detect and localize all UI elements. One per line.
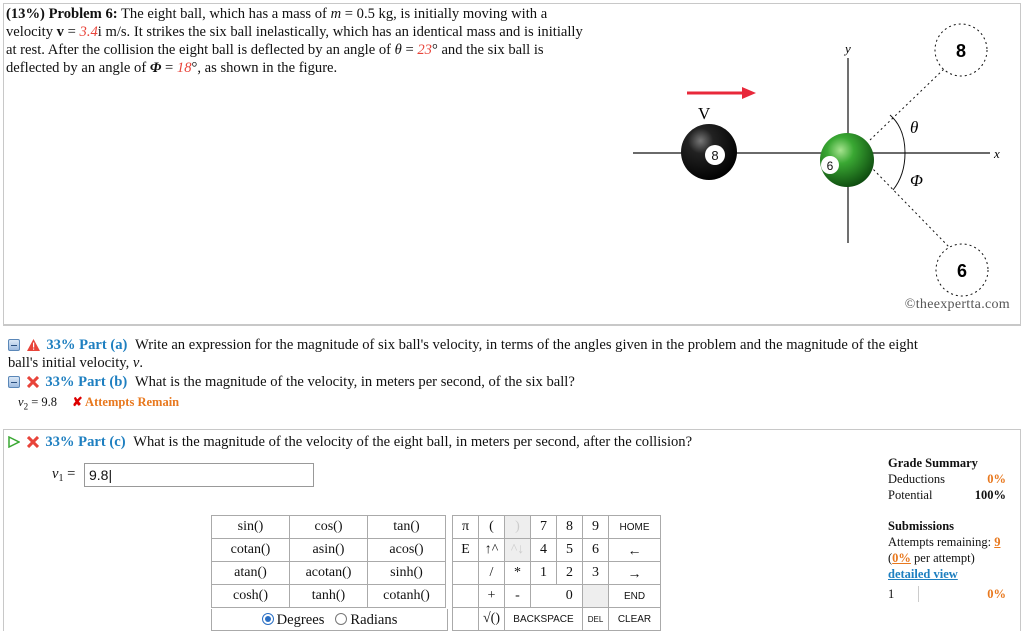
part-a-label: Part (a) (79, 337, 128, 353)
theta-label: θ (910, 118, 919, 137)
pi-button[interactable]: π (453, 516, 479, 539)
plus-button[interactable]: + (479, 585, 505, 608)
decimal-button[interactable] (583, 585, 609, 608)
problem-text-5: deflected by an angle of (6, 60, 147, 76)
submission-index: 1 (888, 587, 895, 601)
phi-label: Φ (910, 171, 923, 190)
phi-value: 18 (176, 60, 192, 76)
part-a-percent: 33% (46, 337, 76, 353)
problem-text-2: velocity (6, 24, 54, 40)
part-b-previous-answer (18, 394, 179, 412)
sqrt-button[interactable]: √() (479, 608, 505, 631)
problem-text-6: °, as shown in the figure. (191, 60, 338, 76)
separator-1 (3, 325, 1021, 326)
x-icon: ✘ (72, 395, 83, 409)
cosh-button[interactable]: cosh() (212, 585, 290, 608)
part-c-percent: 33% (45, 434, 75, 450)
theta-value: 23 (417, 42, 432, 58)
part-c-text: What is the magnitude of the velocity of the eight ball, in meters per second, after the collision? (133, 434, 693, 450)
acotan-button[interactable]: acotan() (290, 562, 368, 585)
v-label: V (698, 104, 711, 123)
sin-button[interactable]: sin() (212, 516, 290, 539)
key-9[interactable]: 9 (583, 516, 609, 539)
eight-ball-path (870, 68, 945, 140)
minus-button[interactable]: - (505, 585, 531, 608)
expand-icon[interactable] (8, 339, 20, 351)
attempts-remaining-row (888, 534, 1012, 550)
asin-button[interactable]: asin() (290, 539, 368, 562)
part-a-text-2: ball's initial velocity, (8, 355, 130, 371)
end-button[interactable]: END (609, 585, 661, 608)
grade-summary-table (888, 471, 1006, 503)
grade-summary (888, 455, 1008, 503)
home-button[interactable]: HOME (609, 516, 661, 539)
sinh-button[interactable]: sinh() (368, 562, 446, 585)
equals-sign-3: = (165, 60, 174, 76)
tan-button[interactable]: tan() (368, 516, 446, 539)
mass-value: = 0.5 kg, is initially moving with a (344, 6, 548, 22)
table-row (888, 586, 1006, 602)
six-ball-number: 6 (826, 159, 834, 173)
answer-var: v (52, 466, 59, 482)
part-c-row[interactable] (8, 433, 692, 451)
part-a-text: Write an expression for the magnitude of six ball's velocity, in terms of the angles given in the problem and the magnitude of the eight (135, 337, 918, 353)
part-b-percent: 33% (45, 374, 75, 390)
attempts-remaining-value: 9 (994, 535, 1001, 549)
blank-key (453, 608, 479, 631)
superscript-button[interactable]: ↑^ (479, 539, 505, 562)
velocity-value: 3.4 (79, 24, 98, 40)
multiply-button[interactable]: * (505, 562, 531, 585)
key-1[interactable]: 1 (531, 562, 557, 585)
blank-key (453, 585, 479, 608)
degrees-label: Degrees (276, 612, 325, 628)
per-attempt-row (888, 550, 1012, 566)
velocity-arrowhead (742, 87, 756, 99)
blank-key (531, 585, 557, 608)
six-ball-outline-number: 6 (956, 261, 968, 281)
attempts-remain-text: Attempts Remain (85, 395, 180, 409)
e-button[interactable]: E (453, 539, 479, 562)
answer-label (52, 466, 75, 484)
x-label: x (994, 146, 1000, 161)
part-b-row[interactable] (8, 373, 575, 391)
part-c-label: Part (c) (78, 434, 126, 450)
submissions-title: Submissions (888, 519, 955, 533)
open-paren-button[interactable]: ( (479, 516, 505, 539)
grade-summary-title: Grade Summary (888, 456, 978, 470)
blank-key (453, 562, 479, 585)
cotan-button[interactable]: cotan() (212, 539, 290, 562)
potential-label: Potential (888, 488, 933, 502)
potential-value: 100% (974, 488, 1006, 502)
theta-symbol: θ (394, 42, 402, 58)
per-attempt-text: per attempt) (914, 551, 975, 565)
deductions-value: 0% (987, 472, 1006, 486)
part-a-var: v (132, 355, 140, 371)
part-a-end: . (139, 355, 144, 371)
answer-sub: 1 (58, 473, 64, 484)
expand-icon[interactable] (8, 376, 20, 388)
velocity-symbol: v (56, 24, 64, 40)
key-0[interactable]: 0 (557, 585, 583, 608)
answer-eq: = (67, 466, 76, 482)
key-4[interactable]: 4 (531, 539, 557, 562)
part-b-label: Part (b) (78, 374, 128, 390)
radians-label: Radians (350, 612, 398, 628)
problem-text-1: The eight ball, which has a mass of (121, 6, 327, 22)
phi-arc (893, 153, 905, 190)
part-a-row[interactable] (8, 336, 1008, 372)
deductions-label: Deductions (888, 472, 945, 486)
detailed-view-link[interactable]: detailed view (888, 567, 958, 581)
backspace-button[interactable]: BACKSPACE (505, 608, 583, 631)
key-3[interactable]: 3 (583, 562, 609, 585)
atan-button[interactable]: atan() (212, 562, 290, 585)
eight-ball-number: 8 (711, 148, 719, 163)
velocity-unit: i m/s. It strikes the six ball inelastically, which has an identical mass and is initially (97, 24, 583, 40)
problem-text-3: at rest. After the collision the eight ball is deflected by an angle of (6, 42, 391, 58)
del-button[interactable]: DEL (583, 608, 609, 631)
part-b-answer-value: = 9.8 (31, 395, 57, 409)
per-attempt-open: ( (888, 551, 893, 565)
per-attempt-value: 0% (892, 551, 911, 565)
tanh-button[interactable]: tanh() (290, 585, 368, 608)
equals-sign: = (67, 24, 76, 40)
problem-title: Problem 6: (48, 6, 118, 22)
eight-ball-outline-number: 8 (955, 41, 967, 61)
divide-button[interactable]: / (479, 562, 505, 585)
key-7[interactable]: 7 (531, 516, 557, 539)
warning-icon (27, 339, 40, 351)
part-b-answer-var: v (18, 395, 24, 409)
subscript-button[interactable]: ^↓ (505, 539, 531, 562)
attempts-remaining-label: Attempts remaining: (888, 535, 992, 549)
part-b-text: What is the magnitude of the velocity, in meters per second, of the six ball? (134, 374, 575, 390)
submission-value: 0% (919, 586, 1006, 602)
key-8[interactable]: 8 (557, 516, 583, 539)
incorrect-icon (27, 436, 39, 448)
key-6[interactable]: 6 (583, 539, 609, 562)
clear-button[interactable]: CLEAR (609, 608, 661, 631)
attempts-remain-badge (72, 395, 179, 409)
numeric-keypad (452, 515, 661, 631)
mass-symbol: m (330, 6, 342, 22)
equals-sign-2: = (405, 42, 414, 58)
left-arrow-button[interactable]: ← (609, 539, 661, 562)
problem-weight: (13%) (6, 6, 45, 22)
acos-button[interactable]: acos() (368, 539, 446, 562)
figure-credit: ©theexpertta.com (904, 297, 1010, 312)
angle-mode-selector (211, 609, 448, 631)
play-icon[interactable] (8, 436, 20, 448)
close-paren-button[interactable]: ) (505, 516, 531, 539)
cotanh-button[interactable]: cotanh() (368, 585, 446, 608)
part-b-answer-sub: 2 (23, 401, 29, 412)
radians-radio[interactable] (335, 613, 347, 625)
phi-symbol: Φ (149, 60, 162, 76)
right-arrow-button[interactable]: → (609, 562, 661, 585)
problem-text-4: ° and the six ball is (431, 42, 544, 58)
incorrect-icon (27, 376, 39, 388)
y-label: y (845, 41, 851, 56)
theta-arc (890, 115, 905, 153)
submission-history-table (888, 586, 1006, 602)
key-5[interactable]: 5 (557, 539, 583, 562)
degrees-radio[interactable] (262, 613, 274, 625)
function-keypad (211, 515, 446, 608)
answer-input[interactable]: 9.8| (84, 463, 314, 487)
key-2[interactable]: 2 (557, 562, 583, 585)
cos-button[interactable]: cos() (290, 516, 368, 539)
submissions-panel (888, 518, 1012, 602)
